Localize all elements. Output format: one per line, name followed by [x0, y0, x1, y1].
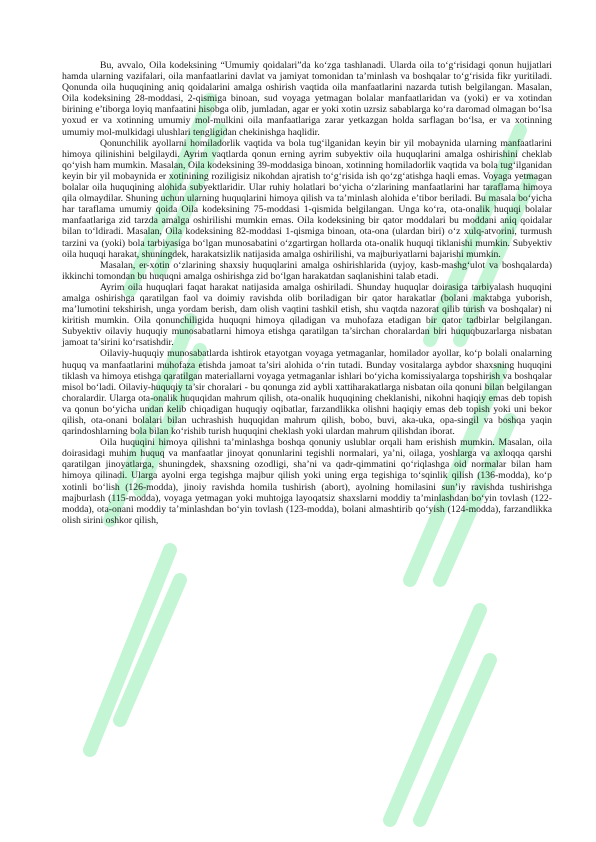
paragraph: Bu, avvalo, Oila kodeksining “Umumiy qoidalari”da ko‘zga tashlanadi. Ularda oila to‘g‘risidagi qonun hujjatlari hamda ularning vazifalari, oila manfaatlarini davlat va jamiyat tomonidan ta’minlash va boshqalar to‘g‘risida fikr yuritiladi. Qonunda oila huquqining aniq qoidalarini amalga oshirish vaqtida oila manfaatlarini nazarda tutish belgilangan. Masalan, Oila kodeksining 28-moddasi, 2-qismiga binoan, sud voyaga yetmagan bolalar manfaatlaridan va (yoki) er va xotindan birining e’tiborga loyiq manfaatini hisobga olib, jumladan, agar er yoki xotin uzrsiz sabablarga ko‘ra daromad olmagan bo‘lsa yoxud er va xotinning umumiy mol-mulkini oila manfaatlariga zarar yetkazgan holda sarflagan bo‘lsa, er va xotinning umumiy mol-mulkidagi ulushlari tengligidan chekinishga haqlidir. — [62, 60, 552, 138]
paragraph: Qonunchilik ayollarni homiladorlik vaqtida va bola tug‘ilganidan keyin bir yil mobaynida ularning manfaatlarini himoya qilinishini belgilaydi. Ayrim vaqtlarda qonun erning ayrim subyektiv oila huquqlarini amalga oshirishini cheklab qo‘yish ham mumkin. Masalan, Oila kodeksining 39-moddasiga binoan, xotinning homiladorlik vaqtida va bola tug‘ilganidan keyin bir yil mobaynida er xotinining roziligisiz nikohdan ajratish to‘g‘risida ish qo‘zg‘atishga haqli emas. Voyaga yetmagan bolalar oila huquqining alohida subyektlaridir. Ular ruhiy holatlari bo‘yicha o‘zlarining manfaatlarini har taraflama himoya qila olmaydilar. Shuning uchun ularning huquqlarini himoya qilish va ta’minlash alohida e’tibor beriladi. Bu masala bo‘yicha har taraflama umumiy qoida Oila kodeksining 75-moddasi 1-qismida belgilangan. Unga ko‘ra, ota-onalik huquqi bolalar manfaatlariga zid tarzda amalga oshirilishi mumkin emas. Oila kodeksining bir qator moddalari bu moddani aniq qoidalar bilan to‘ldiradi. Masalan, Oila kodeksining 82-moddasi 1-qismiga binoan, ota-ona (ulardan biri) o‘z xulq-atvorini, turmush tarzini va (yoki) bola tarbiyasiga bo‘lgan munosabatini o‘zgartirgan hollarda ota-onalik huquqi tiklanishi mumkin. Subyektiv oila huquqi harakat, shuningdek, harakatsizlik natijasida amalga oshirilishi, va majburiyatlarni bajarishi mumkin. — [62, 137, 552, 260]
document-body — [62, 60, 552, 526]
paragraph: Ayrim oila huquqlari faqat harakat natijasida amalga oshiriladi. Shunday huquqlar doirasiga tarbiyalash huquqini amalga oshirishga qaratilgan faol va doimiy ravishda olib boriladigan bir qator harakatlar (bolani maktabga yuborish, ma’lumotini tekshirish, unga yordam berish, dam olish vaqtini tashkil etish, shu vaqtda nazorat qilib turish va boshqalar) ni kiritish mumkin. Oila qonunchiligida huquqni himoya qiladigan va muhofaza etadigan bir qator tadbirlar belgilangan. Subyektiv oilaviy huquqiy munosabatlarni himoya etishga qaratilgan ta’sirchan choralardan biri huquqbuzarlarga nisbatan jamoat ta’sirini ko‘rsatishdir. — [62, 281, 552, 349]
paragraph: Oilaviy-huquqiy munosabatlarda ishtirok etayotgan voyaga yetmaganlar, homilador ayollar, ko‘p bolali onalarning huquq va manfaatlarini muhofaza etishda jamoat ta’siri alohida o‘rin tutadi. Bunday vositalarga aybdor shaxsning huquqini tiklash va himoya etishga qaratilgan materiallarni voyaga yetmaganlar ishlari bo‘yicha komissiyalarga topshirish va boshqalar misol bo‘ladi. Oilaviy-huquqiy ta’sir choralari - bu qonunga zid aybli xattiharakatlarga nisbatan oila qonuni bilan belgilangan choralardir. Ularga ota-onalik huquqidan mahrum qilish, ota-onalik huquqining cheklanishi, nikohni haqiqiy emas deb topish va qonun bo‘yicha undan kelib chiqadigan huquqiy oqibatlar, farzandlikka olishni haqiqiy emas deb topish yoki uni bekor qilish, ota-onani bolalari bilan uchrashish huquqidan mahrum qilish, bobo, buvi, aka-uka, opa-singil va boshqa yaqin qarindoshlarning bola bilan ko‘rishib turish huquqini cheklash yoki ulardan mahrum qilishdan iborat. — [62, 348, 552, 438]
paragraph: Masalan, er-xotin o‘zlarining shaxsiy huquqlarini amalga oshirishlarida (uyjoy, kasb-mashg‘ulot va boshqalarda) ikkinchi tomondan bu huquqni amalga oshirishga zid bo‘lgan harakatdan saqlanishini talab etadi. — [62, 259, 552, 282]
paragraph: Oila huquqini himoya qilishni ta’minlashga boshqa qonuniy uslublar orqali ham erishish mumkin. Masalan, oila doirasidagi muhim huquq va manfaatlar jinoyat qonunlarini tegishli normalari, ya’ni, oilaga, yoshlarga va axloqqa qarshi qaratilgan jinoyatlarga, shuningdek, shaxsning ozodligi, sha’ni va qadr-qimmatini qo‘riqlashga oid normalar bilan ham himoya qilinadi. Ularga ayolni erga tegishga majbur qilish yoki uning erga tegishiga to‘sqinlik qilish (136-modda), ko‘p xotinli bo‘lish (126-modda), jinoiy ravishda homila tushirish (abort), ayolning homilasini sun’iy ravishda tushirishga majburlash (115-modda), voyaga yetmagan yoki muhtojga layoqatsiz shaxslarni moddiy ta’minlashdan bo‘yin tovlash (122-modda), ota-onani moddiy ta’minlashdan bo‘yin tovlash (123-modda), bolani almashtirib qo‘yish (124-modda), farzandlikka olish sirini oshkor qilish, — [62, 437, 552, 526]
